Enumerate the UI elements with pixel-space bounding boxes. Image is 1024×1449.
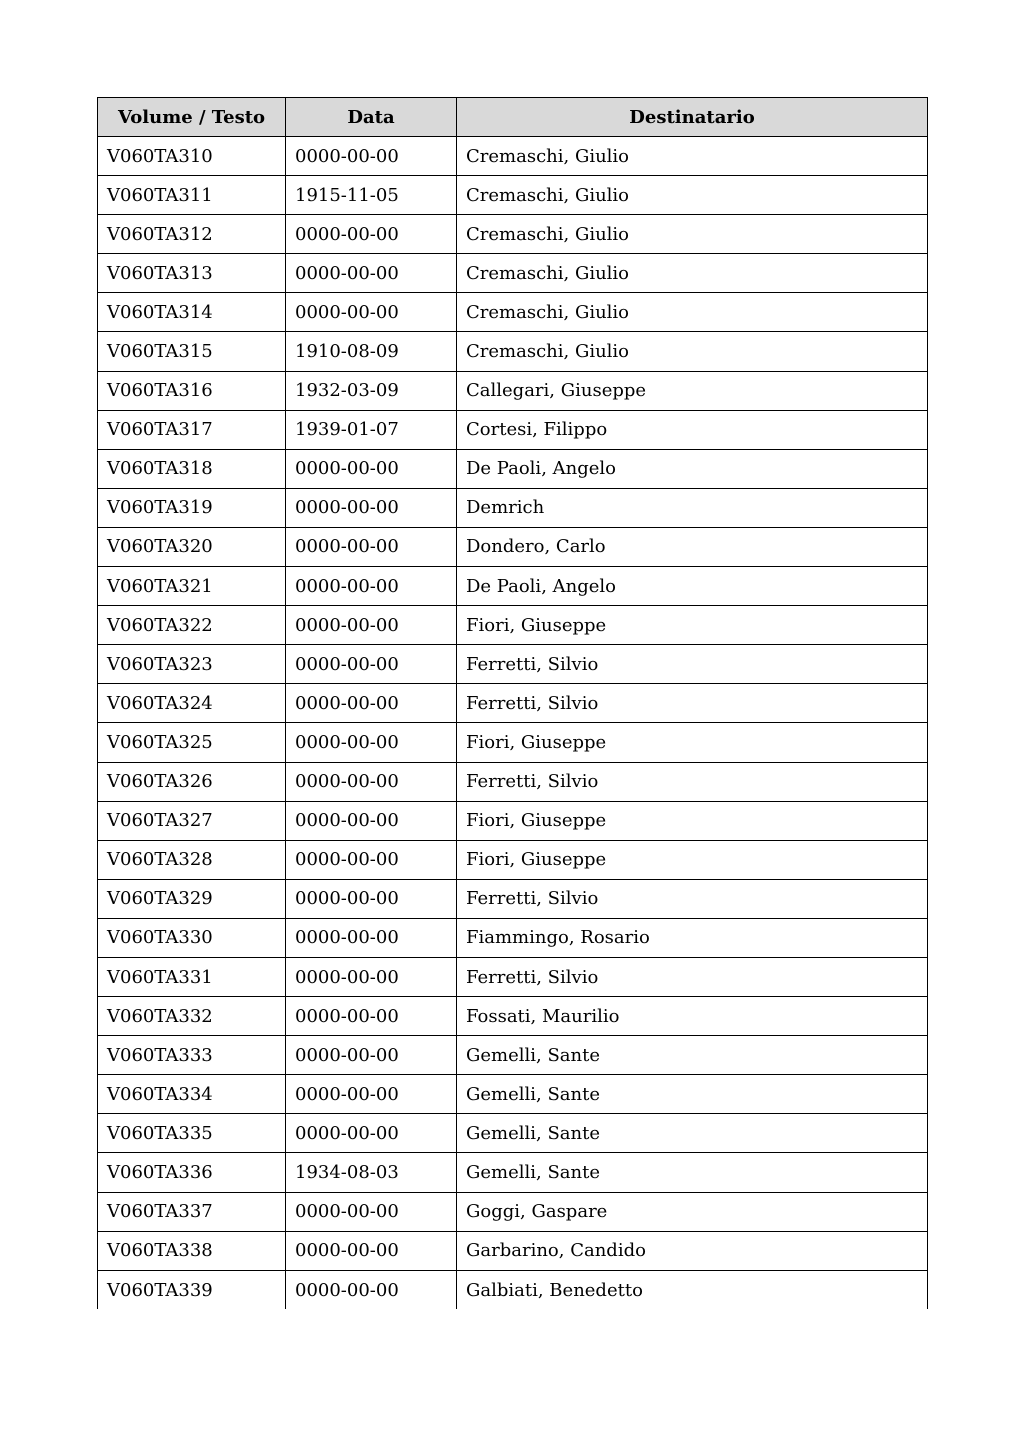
cell-date: 0000-00-00 xyxy=(286,997,457,1036)
cell-volume: V060TA321 xyxy=(98,567,286,606)
table-row xyxy=(98,527,928,566)
table-row xyxy=(98,879,928,918)
cell-date: 0000-00-00 xyxy=(286,137,457,176)
table-row xyxy=(98,567,928,606)
cell-date: 0000-00-00 xyxy=(286,215,457,254)
table-row xyxy=(98,723,928,762)
cell-recipient: Cremaschi, Giulio xyxy=(457,332,928,371)
cell-recipient: Fiori, Giuseppe xyxy=(457,723,928,762)
cell-recipient: Fiori, Giuseppe xyxy=(457,606,928,645)
column-header-volume: Volume / Testo xyxy=(98,98,286,137)
cell-recipient: Fiammingo, Rosario xyxy=(457,918,928,957)
table-row xyxy=(98,1114,928,1153)
table-row xyxy=(98,1153,928,1192)
cell-volume: V060TA317 xyxy=(98,410,286,449)
cell-recipient: De Paoli, Angelo xyxy=(457,449,928,488)
cell-volume: V060TA337 xyxy=(98,1192,286,1231)
header-row xyxy=(98,98,928,137)
cell-date: 0000-00-00 xyxy=(286,1192,457,1231)
table-row xyxy=(98,840,928,879)
cell-recipient: Ferretti, Silvio xyxy=(457,684,928,723)
cell-volume: V060TA328 xyxy=(98,840,286,879)
table-row xyxy=(98,215,928,254)
cell-date: 0000-00-00 xyxy=(286,254,457,293)
cell-volume: V060TA312 xyxy=(98,215,286,254)
cell-recipient: Cremaschi, Giulio xyxy=(457,176,928,215)
cell-date: 1910-08-09 xyxy=(286,332,457,371)
cell-date: 0000-00-00 xyxy=(286,488,457,527)
cell-recipient: Ferretti, Silvio xyxy=(457,957,928,996)
cell-recipient: Fossati, Maurilio xyxy=(457,997,928,1036)
cell-date: 0000-00-00 xyxy=(286,957,457,996)
column-header-recipient: Destinatario xyxy=(457,98,928,137)
cell-volume: V060TA318 xyxy=(98,449,286,488)
cell-volume: V060TA330 xyxy=(98,918,286,957)
table-row xyxy=(98,332,928,371)
table-row xyxy=(98,449,928,488)
table-row xyxy=(98,1075,928,1114)
table-row xyxy=(98,957,928,996)
cell-recipient: Cremaschi, Giulio xyxy=(457,137,928,176)
cell-date: 0000-00-00 xyxy=(286,723,457,762)
cell-date: 0000-00-00 xyxy=(286,645,457,684)
cell-recipient: De Paoli, Angelo xyxy=(457,567,928,606)
table-row xyxy=(98,1270,928,1309)
cell-date: 1915-11-05 xyxy=(286,176,457,215)
cell-recipient: Cremaschi, Giulio xyxy=(457,293,928,332)
cell-volume: V060TA327 xyxy=(98,801,286,840)
table-row xyxy=(98,606,928,645)
cell-recipient: Cremaschi, Giulio xyxy=(457,254,928,293)
cell-volume: V060TA322 xyxy=(98,606,286,645)
cell-recipient: Galbiati, Benedetto xyxy=(457,1270,928,1309)
cell-date: 0000-00-00 xyxy=(286,449,457,488)
cell-recipient: Fiori, Giuseppe xyxy=(457,801,928,840)
cell-recipient: Callegari, Giuseppe xyxy=(457,371,928,410)
cell-date: 1939-01-07 xyxy=(286,410,457,449)
cell-date: 0000-00-00 xyxy=(286,762,457,801)
cell-recipient: Ferretti, Silvio xyxy=(457,879,928,918)
cell-volume: V060TA326 xyxy=(98,762,286,801)
table-row xyxy=(98,137,928,176)
cell-volume: V060TA323 xyxy=(98,645,286,684)
cell-date: 0000-00-00 xyxy=(286,606,457,645)
table-row xyxy=(98,645,928,684)
table-row xyxy=(98,293,928,332)
table-row xyxy=(98,997,928,1036)
cell-recipient: Ferretti, Silvio xyxy=(457,762,928,801)
table-row xyxy=(98,410,928,449)
cell-volume: V060TA310 xyxy=(98,137,286,176)
cell-date: 0000-00-00 xyxy=(286,1114,457,1153)
table-row xyxy=(98,371,928,410)
cell-volume: V060TA316 xyxy=(98,371,286,410)
cell-recipient: Gemelli, Sante xyxy=(457,1153,928,1192)
cell-volume: V060TA329 xyxy=(98,879,286,918)
cell-date: 0000-00-00 xyxy=(286,879,457,918)
cell-volume: V060TA314 xyxy=(98,293,286,332)
cell-date: 1934-08-03 xyxy=(286,1153,457,1192)
cell-recipient: Fiori, Giuseppe xyxy=(457,840,928,879)
cell-recipient: Gemelli, Sante xyxy=(457,1075,928,1114)
cell-volume: V060TA331 xyxy=(98,957,286,996)
cell-date: 0000-00-00 xyxy=(286,527,457,566)
table-header xyxy=(98,98,928,137)
cell-recipient: Gemelli, Sante xyxy=(457,1036,928,1075)
table-row xyxy=(98,918,928,957)
cell-volume: V060TA311 xyxy=(98,176,286,215)
cell-date: 0000-00-00 xyxy=(286,1270,457,1309)
table-row xyxy=(98,254,928,293)
cell-volume: V060TA319 xyxy=(98,488,286,527)
letters-table xyxy=(97,97,928,1309)
table-row xyxy=(98,801,928,840)
cell-date: 0000-00-00 xyxy=(286,918,457,957)
cell-volume: V060TA333 xyxy=(98,1036,286,1075)
cell-recipient: Garbarino, Candido xyxy=(457,1231,928,1270)
cell-volume: V060TA313 xyxy=(98,254,286,293)
cell-recipient: Cremaschi, Giulio xyxy=(457,215,928,254)
cell-volume: V060TA332 xyxy=(98,997,286,1036)
cell-recipient: Dondero, Carlo xyxy=(457,527,928,566)
table-row xyxy=(98,1192,928,1231)
column-header-date: Data xyxy=(286,98,457,137)
table-row xyxy=(98,1231,928,1270)
cell-volume: V060TA324 xyxy=(98,684,286,723)
table-row xyxy=(98,684,928,723)
cell-date: 0000-00-00 xyxy=(286,1075,457,1114)
cell-recipient: Cortesi, Filippo xyxy=(457,410,928,449)
table-row xyxy=(98,488,928,527)
cell-date: 0000-00-00 xyxy=(286,840,457,879)
table-body xyxy=(98,137,928,1310)
cell-recipient: Goggi, Gaspare xyxy=(457,1192,928,1231)
cell-volume: V060TA315 xyxy=(98,332,286,371)
cell-date: 0000-00-00 xyxy=(286,293,457,332)
cell-date: 0000-00-00 xyxy=(286,1036,457,1075)
table-row xyxy=(98,1036,928,1075)
cell-volume: V060TA334 xyxy=(98,1075,286,1114)
cell-volume: V060TA325 xyxy=(98,723,286,762)
cell-date: 1932-03-09 xyxy=(286,371,457,410)
cell-recipient: Gemelli, Sante xyxy=(457,1114,928,1153)
cell-volume: V060TA335 xyxy=(98,1114,286,1153)
cell-date: 0000-00-00 xyxy=(286,801,457,840)
cell-recipient: Ferretti, Silvio xyxy=(457,645,928,684)
cell-volume: V060TA336 xyxy=(98,1153,286,1192)
table-row xyxy=(98,762,928,801)
cell-volume: V060TA320 xyxy=(98,527,286,566)
cell-date: 0000-00-00 xyxy=(286,1231,457,1270)
table-row xyxy=(98,176,928,215)
cell-volume: V060TA338 xyxy=(98,1231,286,1270)
cell-date: 0000-00-00 xyxy=(286,567,457,606)
cell-volume: V060TA339 xyxy=(98,1270,286,1309)
cell-date: 0000-00-00 xyxy=(286,684,457,723)
letters-table-container xyxy=(97,97,927,1309)
cell-recipient: Demrich xyxy=(457,488,928,527)
